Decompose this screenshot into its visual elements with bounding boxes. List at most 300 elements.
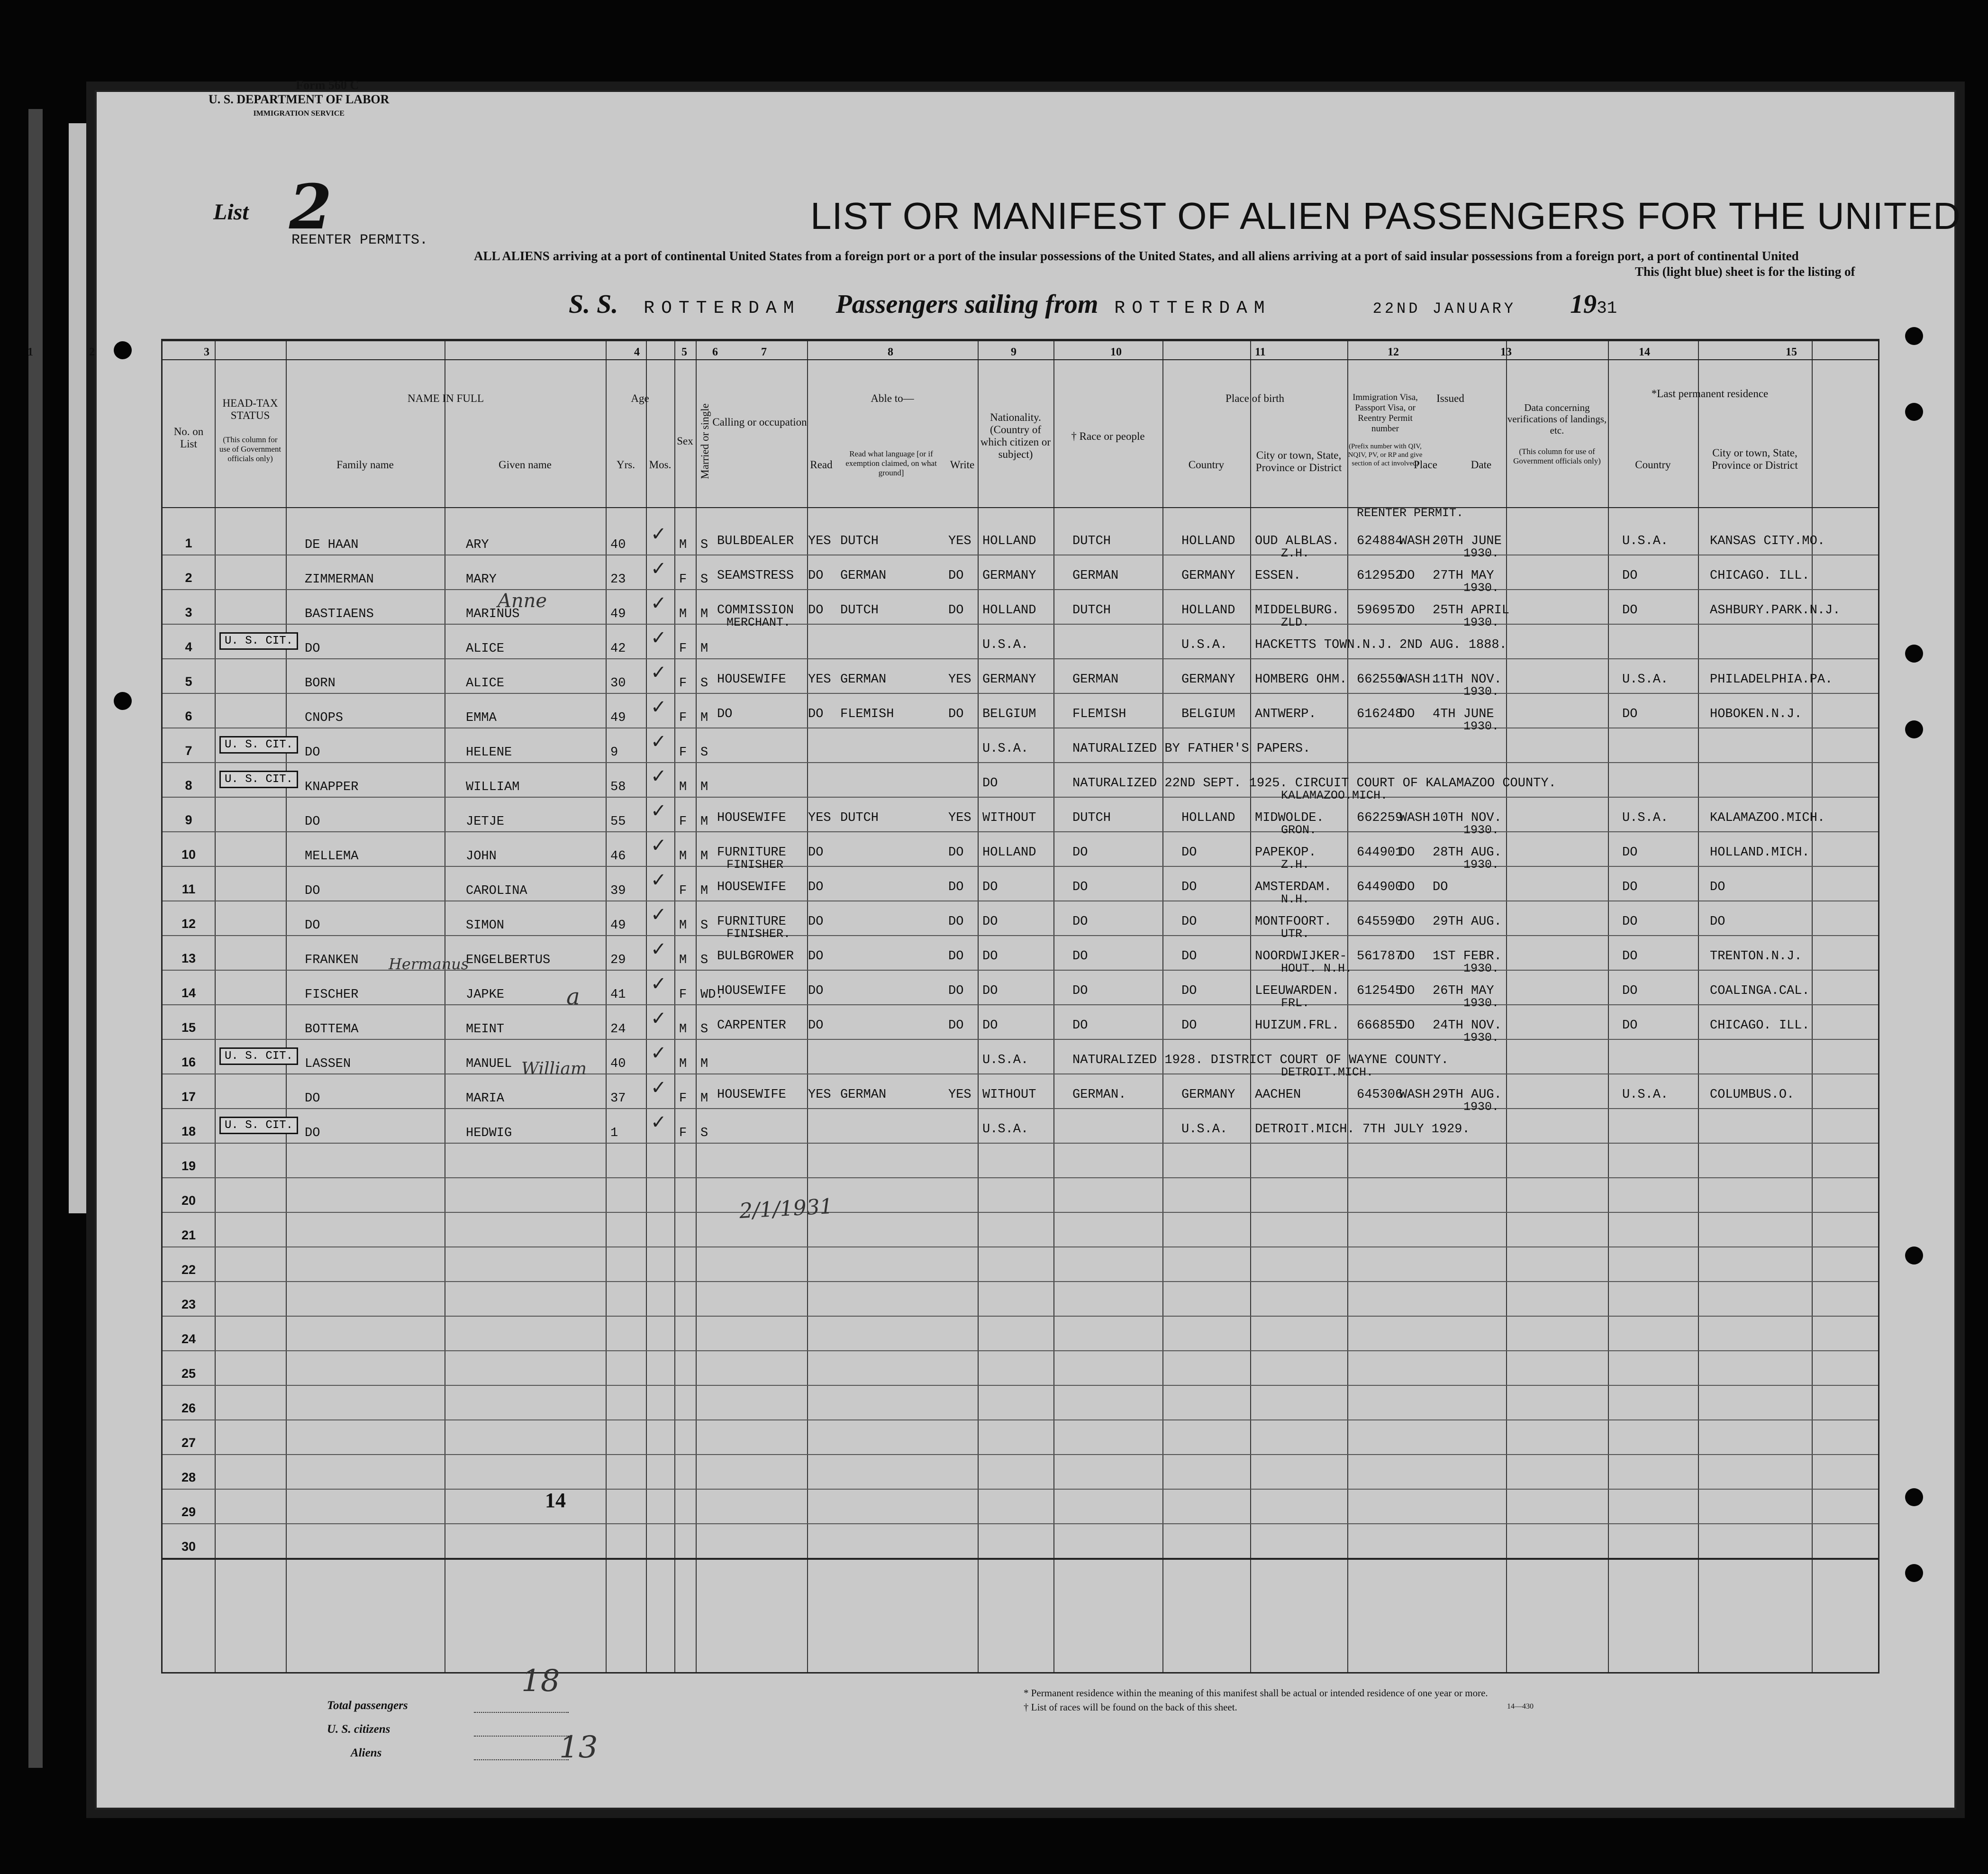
issued-date: 11TH NOV. bbox=[1433, 673, 1502, 687]
birth-country: U.S.A. bbox=[1181, 638, 1228, 652]
nationality: HOLLAND bbox=[982, 846, 1036, 860]
birth-country: DO bbox=[1181, 915, 1197, 929]
header-able-to: Able to— bbox=[871, 392, 914, 404]
issued-date: 25TH APRIL bbox=[1433, 603, 1510, 618]
reenter-permits: REENTER PERMITS. bbox=[291, 232, 428, 248]
can-read: DO bbox=[808, 984, 824, 998]
handwritten-hermanus: Hermanus bbox=[389, 955, 469, 973]
sex: M bbox=[679, 919, 687, 933]
issued-place: DO bbox=[1399, 949, 1415, 964]
check-mark-icon: ✓ bbox=[651, 523, 667, 545]
can-write: YES bbox=[948, 534, 971, 548]
marital-status: M bbox=[700, 642, 708, 656]
race-people: GERMAN bbox=[1072, 569, 1119, 583]
nationality: U.S.A. bbox=[982, 1122, 1029, 1137]
issued-year: 1930. bbox=[1463, 858, 1499, 872]
age-years: 41 bbox=[610, 988, 626, 1002]
column-number: 2 bbox=[89, 346, 95, 358]
column-number: 15 bbox=[1786, 346, 1797, 358]
table-header-rule bbox=[163, 507, 1878, 508]
given-name: HEDWIG bbox=[466, 1126, 512, 1140]
birth-country: DO bbox=[1181, 1019, 1197, 1033]
race-people: DUTCH bbox=[1072, 811, 1111, 825]
row-number: 29 bbox=[181, 1505, 196, 1519]
read-language: DUTCH bbox=[840, 811, 879, 825]
handwritten-anne: Anne bbox=[498, 590, 547, 612]
sex: M bbox=[679, 780, 687, 794]
table-row bbox=[163, 730, 1878, 765]
issued-year: 1930. bbox=[1463, 823, 1499, 837]
total-passengers-value: 18 bbox=[521, 1664, 560, 1699]
nationality: U.S.A. bbox=[982, 638, 1029, 652]
issued-place: DO bbox=[1399, 915, 1415, 929]
nationality: HOLLAND bbox=[982, 534, 1036, 548]
column-number: 3 bbox=[204, 346, 209, 358]
can-write: DO bbox=[948, 949, 964, 964]
given-name: WILLIAM bbox=[466, 780, 520, 794]
family-name: DO bbox=[305, 746, 320, 760]
row-number: 8 bbox=[185, 778, 192, 792]
header-res-city: City or town, State, Province or District bbox=[1712, 447, 1798, 471]
family-name: DO bbox=[305, 815, 320, 829]
race-people: DO bbox=[1072, 846, 1088, 860]
row-number: 5 bbox=[185, 674, 192, 689]
check-mark-icon: ✓ bbox=[651, 592, 667, 614]
table-row bbox=[163, 557, 1878, 595]
age-years: 30 bbox=[610, 676, 626, 691]
list-number: 2 bbox=[289, 171, 332, 243]
page-stamp: 14 bbox=[545, 1489, 566, 1512]
footnote-residence: * Permanent residence within the meaning of this manifest shall be actual or intended residence of one year or more. bbox=[1024, 1687, 1488, 1699]
can-read: DO bbox=[808, 949, 824, 964]
column-number: 12 bbox=[1388, 346, 1399, 358]
marital-status: S bbox=[700, 573, 708, 587]
birth-city: HUIZUM.FRL. bbox=[1255, 1019, 1340, 1033]
sex: M bbox=[679, 538, 687, 552]
given-name: HELENE bbox=[466, 746, 512, 760]
issued-year: 1930. bbox=[1463, 546, 1499, 560]
age-years: 24 bbox=[610, 1022, 626, 1037]
year-value: 31 bbox=[1597, 299, 1617, 318]
row-number: 16 bbox=[181, 1055, 196, 1069]
nationality: WITHOUT bbox=[982, 1088, 1036, 1102]
occupation-cont: FINISHER. bbox=[726, 927, 791, 941]
visa-number: 645590 bbox=[1357, 915, 1403, 929]
header-calling: Calling or occupation bbox=[712, 416, 807, 428]
marital-status: S bbox=[700, 919, 708, 933]
row-number: 19 bbox=[181, 1159, 196, 1173]
nationality: GERMANY bbox=[982, 673, 1036, 687]
sex: F bbox=[679, 642, 687, 656]
sex: F bbox=[679, 988, 687, 1002]
sex: M bbox=[679, 953, 687, 967]
column-number: 14 bbox=[1639, 346, 1650, 358]
birth-country: HOLLAND bbox=[1181, 603, 1235, 618]
nationality: DO bbox=[982, 915, 998, 929]
birth-district: DETROIT.MICH. bbox=[1281, 1065, 1374, 1079]
marital-status: S bbox=[700, 538, 708, 552]
issued-date: 24TH NOV. bbox=[1433, 1019, 1502, 1033]
check-mark-icon: ✓ bbox=[651, 869, 667, 891]
column-number: 6 bbox=[712, 346, 718, 358]
table-row bbox=[163, 903, 1878, 941]
table-row bbox=[163, 1353, 1878, 1388]
age-years: 40 bbox=[610, 538, 626, 552]
sex: F bbox=[679, 884, 687, 898]
column-number: 4 bbox=[634, 346, 640, 358]
residence-country: U.S.A. bbox=[1622, 534, 1669, 548]
age-years: 1 bbox=[610, 1126, 618, 1140]
age-years: 46 bbox=[610, 849, 626, 864]
visa-number: 561787 bbox=[1357, 949, 1403, 964]
table-row bbox=[163, 1284, 1878, 1319]
check-mark-icon: ✓ bbox=[651, 696, 667, 718]
residence-city: PHILADELPHIA.PA. bbox=[1710, 673, 1833, 687]
given-name: ALICE bbox=[466, 676, 505, 691]
table-row bbox=[163, 1319, 1878, 1353]
read-language: GERMAN bbox=[840, 569, 887, 583]
residence-country: DO bbox=[1622, 984, 1638, 998]
binder-hole bbox=[1905, 1488, 1923, 1506]
marital-status: S bbox=[700, 676, 708, 691]
can-write: DO bbox=[948, 846, 964, 860]
header-no-on-list: No. on List bbox=[173, 426, 204, 450]
occupation: HOUSEWIFE bbox=[717, 673, 786, 687]
column-number: 1 bbox=[27, 346, 33, 358]
birth-district: KALAMAZOO.MICH. bbox=[1281, 789, 1388, 802]
header-married: Married or single bbox=[699, 403, 711, 479]
total-line bbox=[474, 1712, 569, 1713]
issued-place: DO bbox=[1399, 603, 1415, 618]
birth-city: AACHEN bbox=[1255, 1088, 1301, 1102]
age-years: 39 bbox=[610, 884, 626, 898]
row-number: 15 bbox=[181, 1020, 196, 1035]
row-number: 20 bbox=[181, 1193, 196, 1208]
residence-city: DO bbox=[1710, 915, 1725, 929]
nationality: WITHOUT bbox=[982, 811, 1036, 825]
header-country: Country bbox=[1188, 459, 1225, 471]
year-label: 19 bbox=[1570, 290, 1597, 319]
residence-country: DO bbox=[1622, 569, 1638, 583]
residence-country: DO bbox=[1622, 880, 1638, 894]
subtitle-line2: This (light blue) sheet is for the listing of bbox=[1635, 264, 1855, 279]
family-name: DO bbox=[305, 1092, 320, 1106]
given-name: CAROLINA bbox=[466, 884, 527, 898]
us-citizen-stamp: U. S. CIT. bbox=[219, 736, 298, 754]
table-row bbox=[163, 1180, 1878, 1215]
service: IMMIGRATION SERVICE bbox=[253, 109, 345, 118]
family-name: DO bbox=[305, 642, 320, 656]
citizens-line bbox=[474, 1736, 569, 1737]
age-years: 37 bbox=[610, 1092, 626, 1106]
issued-date: 27TH MAY bbox=[1433, 569, 1494, 583]
subtitle-line1: ALL ALIENS arriving at a port of continental United States from a foreign port or a port of the insular possessions of the United States, and all aliens arriving at a port of said insular possessions from a foreign port, a port of continental United bbox=[474, 249, 1799, 263]
birth-district: HOUT. N.H. bbox=[1281, 962, 1353, 975]
residence-city: CHICAGO. ILL. bbox=[1710, 1019, 1810, 1033]
check-mark-icon: ✓ bbox=[651, 904, 667, 925]
sex: F bbox=[679, 676, 687, 691]
row-number: 22 bbox=[181, 1263, 196, 1277]
family-name: FRANKEN bbox=[305, 953, 359, 967]
table-header-rule bbox=[163, 340, 1878, 341]
table-row bbox=[163, 1076, 1878, 1114]
birth-city: ANTWERP. bbox=[1255, 707, 1316, 721]
header-res-country: Country bbox=[1635, 459, 1671, 471]
table-row bbox=[163, 661, 1878, 699]
header-data-note: (This column for use of Government officials only) bbox=[1513, 447, 1601, 465]
marital-status: S bbox=[700, 746, 708, 760]
read-language: FLEMISH bbox=[840, 707, 894, 721]
table-row bbox=[163, 1492, 1878, 1526]
race-people: DO bbox=[1072, 949, 1088, 964]
visa-number: 644901 bbox=[1357, 846, 1403, 860]
row-number: 30 bbox=[181, 1539, 196, 1554]
birth-city: PAPEKOP. bbox=[1255, 846, 1316, 860]
family-name: BORN bbox=[305, 676, 336, 691]
issued-place: DO bbox=[1399, 569, 1415, 583]
sex: F bbox=[679, 1092, 687, 1106]
sex: F bbox=[679, 815, 687, 829]
can-write: DO bbox=[948, 1019, 964, 1033]
header-place: Place bbox=[1414, 459, 1437, 471]
can-read: DO bbox=[808, 915, 824, 929]
table-row bbox=[163, 627, 1878, 661]
can-write: DO bbox=[948, 880, 964, 894]
footnote-races: † List of races will be found on the back of this sheet. bbox=[1024, 1701, 1237, 1713]
family-name: KNAPPER bbox=[305, 780, 359, 794]
birth-city: DETROIT.MICH. 7TH JULY 1929. bbox=[1255, 1122, 1470, 1137]
race-people: DO bbox=[1072, 1019, 1088, 1033]
residence-city: KANSAS CITY.MO. bbox=[1710, 534, 1825, 548]
family-name: ZIMMERMAN bbox=[305, 573, 374, 587]
binder-hole bbox=[1905, 1564, 1923, 1582]
can-write: DO bbox=[948, 984, 964, 998]
residence-city: COALINGA.CAL. bbox=[1710, 984, 1810, 998]
row-number: 26 bbox=[181, 1401, 196, 1415]
issued-date: DO bbox=[1433, 880, 1448, 894]
header-head-tax: HEAD-TAX STATUS bbox=[222, 397, 278, 421]
can-read: YES bbox=[808, 1088, 831, 1102]
occupation: DO bbox=[717, 707, 733, 721]
table-row bbox=[163, 1388, 1878, 1422]
row-number: 2 bbox=[185, 571, 192, 585]
header-race: † Race or people bbox=[1071, 430, 1145, 442]
total-passengers-label: Total passengers bbox=[327, 1699, 408, 1712]
age-years: 49 bbox=[610, 919, 626, 933]
birth-district: Z.H. bbox=[1281, 858, 1310, 872]
nationality: BELGIUM bbox=[982, 707, 1036, 721]
sex: F bbox=[679, 711, 687, 725]
given-name: ENGELBERTUS bbox=[466, 953, 551, 967]
can-write: DO bbox=[948, 915, 964, 929]
residence-country: DO bbox=[1622, 846, 1638, 860]
issued-place: WASH. bbox=[1399, 811, 1438, 825]
issued-date: 26TH MAY bbox=[1433, 984, 1494, 998]
column-number: 11 bbox=[1255, 346, 1266, 358]
sex: M bbox=[679, 607, 687, 621]
given-name: EMMA bbox=[466, 711, 497, 725]
row-number: 24 bbox=[181, 1332, 196, 1346]
marital-status: M bbox=[700, 607, 708, 621]
us-citizen-stamp: U. S. CIT. bbox=[219, 771, 298, 788]
given-name: SIMON bbox=[466, 919, 505, 933]
birth-country: DO bbox=[1181, 880, 1197, 894]
check-mark-icon: ✓ bbox=[651, 835, 667, 856]
can-read: DO bbox=[808, 880, 824, 894]
race-people: DO bbox=[1072, 984, 1088, 998]
race-people: FLEMISH bbox=[1072, 707, 1126, 721]
marital-status: WD. bbox=[700, 988, 724, 1002]
marital-status: M bbox=[700, 780, 708, 794]
birth-country: GERMANY bbox=[1181, 1088, 1235, 1102]
age-years: 9 bbox=[610, 746, 618, 760]
table-row bbox=[163, 869, 1878, 906]
table-row bbox=[163, 1422, 1878, 1457]
check-mark-icon: ✓ bbox=[651, 973, 667, 994]
aliens-label: Aliens bbox=[351, 1747, 382, 1759]
table-row bbox=[163, 1111, 1878, 1146]
given-name: ALICE bbox=[466, 642, 505, 656]
row-number: 4 bbox=[185, 640, 192, 654]
form-number: Form 560 C bbox=[296, 78, 359, 92]
handwritten-engel: a bbox=[566, 983, 580, 1010]
given-name: JETJE bbox=[466, 815, 505, 829]
issued-date: 4TH JUNE bbox=[1433, 707, 1494, 721]
nationality: DO bbox=[982, 1019, 998, 1033]
header-head-tax-note: (This column for use of Government officials only) bbox=[219, 435, 281, 463]
marital-status: M bbox=[700, 849, 708, 864]
family-name: LASSEN bbox=[305, 1057, 351, 1071]
issued-place: DO bbox=[1399, 1019, 1415, 1033]
binder-hole bbox=[1905, 720, 1923, 738]
occupation: BULBGROWER bbox=[717, 949, 794, 964]
birth-city: NOORDWIJKER- bbox=[1255, 949, 1347, 964]
check-mark-icon: ✓ bbox=[651, 558, 667, 579]
aliens-line bbox=[474, 1759, 569, 1760]
nationality: U.S.A. bbox=[982, 742, 1029, 756]
can-read: YES bbox=[808, 811, 831, 825]
check-mark-icon: ✓ bbox=[651, 627, 667, 648]
can-read: DO bbox=[808, 707, 824, 721]
row-number: 7 bbox=[185, 744, 192, 758]
row-number: 23 bbox=[181, 1297, 196, 1311]
us-citizen-stamp: U. S. CIT. bbox=[219, 1117, 298, 1134]
residence-country: DO bbox=[1622, 1019, 1638, 1033]
column-number: 7 bbox=[761, 346, 767, 358]
header-age: Age bbox=[631, 392, 649, 404]
age-years: 49 bbox=[610, 711, 626, 725]
handwritten-william: William bbox=[521, 1059, 587, 1079]
can-write: DO bbox=[948, 707, 964, 721]
birth-city: LEEUWARDEN. bbox=[1255, 984, 1340, 998]
family-name: DO bbox=[305, 1126, 320, 1140]
read-language: DUTCH bbox=[840, 603, 879, 618]
visa-number: 644900 bbox=[1357, 880, 1403, 894]
nationality: DO bbox=[982, 984, 998, 998]
table-bottom-rule bbox=[163, 1558, 1878, 1560]
issued-place: WASH. bbox=[1399, 1088, 1438, 1102]
nationality: HOLLAND bbox=[982, 603, 1036, 618]
row-number: 9 bbox=[185, 813, 192, 827]
family-name: CNOPS bbox=[305, 711, 344, 725]
birth-city: MONTFOORT. bbox=[1255, 915, 1332, 929]
family-name: DO bbox=[305, 884, 320, 898]
birth-city: MIDWOLDE. bbox=[1255, 811, 1324, 825]
row-number: 11 bbox=[182, 882, 196, 896]
marital-status: M bbox=[700, 1092, 708, 1106]
birth-country: HOLLAND bbox=[1181, 811, 1235, 825]
row-number: 25 bbox=[181, 1366, 196, 1381]
age-years: 42 bbox=[610, 642, 626, 656]
header-visa: Immigration Visa, Passport Visa, or Reentry Permit number bbox=[1353, 392, 1418, 434]
can-read: YES bbox=[808, 673, 831, 687]
visa-number: 645306 bbox=[1357, 1088, 1403, 1102]
family-name: BASTIAENS bbox=[305, 607, 374, 621]
can-write: YES bbox=[948, 673, 971, 687]
visa-number: 612952 bbox=[1357, 569, 1403, 583]
issued-date: 29TH AUG. bbox=[1433, 915, 1502, 929]
residence-city: COLUMBUS.O. bbox=[1710, 1088, 1795, 1102]
marital-status: M bbox=[700, 815, 708, 829]
sex: F bbox=[679, 746, 687, 760]
age-years: 55 bbox=[610, 815, 626, 829]
nationality: U.S.A. bbox=[982, 1053, 1029, 1067]
marital-status: M bbox=[700, 711, 708, 725]
issued-date: 28TH AUG. bbox=[1433, 846, 1502, 860]
column-number: 8 bbox=[888, 346, 893, 358]
occupation: HOUSEWIFE bbox=[717, 984, 786, 998]
marital-status: S bbox=[700, 1126, 708, 1140]
header-given-name: Given name bbox=[499, 459, 552, 471]
issued-place: WASH. bbox=[1399, 534, 1438, 548]
header-data-landings: Data concerning verifications of landings, etc. bbox=[1507, 402, 1607, 436]
birth-district: Z.H. bbox=[1281, 546, 1310, 560]
page-edge-inner bbox=[69, 123, 92, 1213]
header-sex: Sex bbox=[677, 435, 693, 447]
check-mark-icon: ✓ bbox=[651, 800, 667, 821]
residence-city: KALAMAZOO.MICH. bbox=[1710, 811, 1825, 825]
sailing-date: 22ND JANUARY bbox=[1372, 300, 1516, 318]
binder-hole bbox=[1905, 327, 1923, 345]
race-people: NATURALIZED 22ND SEPT. 1925. CIRCUIT COURT OF KALAMAZOO COUNTY. bbox=[1072, 776, 1556, 791]
issued-place: DO bbox=[1399, 880, 1415, 894]
birth-city: HACKETTS TOWN.N.J. bbox=[1255, 638, 1393, 652]
ss-label: S. S. bbox=[569, 290, 618, 319]
given-name: MANUEL bbox=[466, 1057, 512, 1071]
row-number: 28 bbox=[181, 1470, 196, 1484]
birth-city: ESSEN. bbox=[1255, 569, 1301, 583]
column-number: 13 bbox=[1500, 346, 1512, 358]
header-read: Read bbox=[810, 459, 833, 471]
issued-year: 1930. bbox=[1463, 1031, 1499, 1045]
given-name: JOHN bbox=[466, 849, 497, 864]
given-name: MARINUS bbox=[466, 607, 520, 621]
age-years: 58 bbox=[610, 780, 626, 794]
birth-city: HOMBERG OHM. bbox=[1255, 673, 1347, 687]
header-family-name: Family name bbox=[336, 459, 394, 471]
occupation: FURNITURE bbox=[717, 846, 786, 860]
check-mark-icon: ✓ bbox=[651, 1077, 667, 1098]
table-header-rule bbox=[163, 359, 1878, 360]
read-language: GERMAN bbox=[840, 673, 887, 687]
visa-type: REENTER PERMIT. bbox=[1357, 506, 1464, 520]
visa-number: 662550 bbox=[1357, 673, 1403, 687]
occupation: HOUSEWIFE bbox=[717, 811, 786, 825]
given-name: MARIA bbox=[466, 1092, 505, 1106]
department: U. S. DEPARTMENT OF LABOR bbox=[209, 92, 390, 106]
residence-city: DO bbox=[1710, 880, 1725, 894]
given-name: MEINT bbox=[466, 1022, 505, 1037]
